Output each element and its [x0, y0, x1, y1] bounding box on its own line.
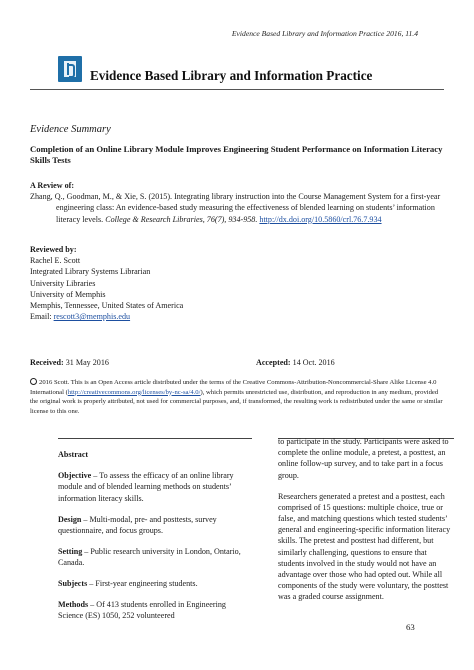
review-of-heading: A Review of:: [30, 181, 75, 190]
methods-paragraph: [58, 599, 252, 621]
objective-paragraph: [58, 470, 252, 504]
citation-text: Zhang, Q., Goodman, M., & Xie, S. (2015). Integrating library instruction into the Course Management System for a first-year engineering class: An evidence-based study measuring the effectiveness of blended learning on students’ information literacy levels.: [30, 192, 441, 224]
subjects-text: – First-year engineering students.: [87, 579, 198, 589]
reviewer-position: Integrated Library Systems Librarian: [30, 267, 151, 277]
reviewer-department: University Libraries: [30, 278, 96, 288]
reviewer-email-line: [30, 311, 444, 322]
reviewed-by-section: [30, 244, 444, 322]
section-label: Evidence Summary: [30, 124, 111, 135]
abstract-heading: Abstract: [58, 450, 89, 459]
received-date: [30, 358, 109, 367]
header-divider: [30, 89, 444, 90]
license-text-2: ), which permits unrestricted use, distribution, and reproduction in any medium, provided the original work is properly attributed, not used for commercial purposes, and, if transformed, the resulting work is redistributed under the same or similar license to this one.: [30, 388, 443, 415]
methods-text: – Of 413 students enrolled in Engineering Science (ES) 1050, 252 volunteered: [58, 600, 226, 621]
doi-link[interactable]: http://dx.doi.org/10.5860/crl.76.7.934: [259, 214, 382, 224]
abstract-left-column: [58, 445, 252, 631]
running-header: Evidence Based Library and Information Practice 2016, 11.4: [231, 29, 418, 38]
methods-label: Methods: [58, 600, 89, 610]
methods-continued-paragraph: to participate in the study. Participants were asked to complete the online module, a pretest, a posttest, an online follow-up survey, and to take part in a focus group.: [278, 437, 449, 480]
accepted-value: 14 Oct. 2016: [292, 358, 335, 367]
license-notice: [30, 378, 444, 416]
email-link[interactable]: rescott3@memphis.edu: [53, 312, 131, 322]
objective-label: Objective: [58, 471, 92, 481]
setting-text: – Public research university in London, Ontario, Canada.: [58, 546, 241, 568]
setting-paragraph: [58, 546, 252, 568]
setting-label: Setting: [58, 546, 83, 556]
tests-paragraph: Researchers generated a pretest and a posttest, each comprised of 15 questions: multiple choice, true or false, and matching questions which tested students’ general and engineering-specific information literacy skills. The pretest and posttest had different, but similarly challenging, questions to ensure that students involved in the study would not have an advantage over those who had opted out. While all components of the study were voluntary, the posttest was a graded course assignment.: [278, 491, 451, 602]
journal-title: Evidence Based Library and Information Practice: [90, 68, 373, 83]
received-label: Received:: [30, 358, 64, 367]
accepted-label: Accepted:: [256, 358, 291, 367]
license-text-1: 2016 Scott. This is an Open Access article distributed under the terms of the Creative Commons-Attribution-Noncommercial-Share Alike License 4.0 International (: [30, 379, 437, 396]
received-value: 31 May 2016: [65, 358, 109, 367]
design-paragraph: [58, 514, 252, 536]
page-number: 63: [406, 622, 415, 632]
subjects-label: Subjects: [58, 579, 88, 589]
review-of-section: [30, 180, 444, 225]
citation-journal: College & Research Libraries: [105, 214, 203, 224]
reviewer-location: Memphis, Tennessee, United States of America: [30, 301, 184, 311]
article-title: Completion of an Online Library Module Improves Engineering Student Performance on Information Literacy Skills Tests: [30, 144, 443, 166]
reviewer-institution: University of Memphis: [30, 289, 106, 299]
subjects-paragraph: [58, 578, 252, 589]
citation: [30, 191, 444, 225]
license-link[interactable]: http://creativecommons.org/licenses/by-nc-sa/4.0/: [67, 388, 201, 396]
reviewer-name: Rachel E. Scott: [30, 256, 81, 266]
design-text: – Multi-modal, pre- and posttests, survey questionnaire, and focus groups.: [58, 514, 217, 535]
objective-text: – To assess the efficacy of an online library module and of blended learning methods on students’ information literacy skills.: [58, 471, 234, 503]
abstract-right-column: [278, 436, 454, 612]
citation-volume: , 76(7), 934-958.: [202, 214, 258, 224]
book-logo-icon: [58, 56, 82, 82]
email-label: Email:: [30, 312, 54, 322]
accepted-date: [256, 358, 335, 367]
left-column-rule: [58, 438, 252, 439]
reviewed-by-heading: Reviewed by:: [30, 245, 77, 254]
design-label: Design: [58, 514, 82, 524]
creative-commons-icon: [30, 378, 37, 385]
